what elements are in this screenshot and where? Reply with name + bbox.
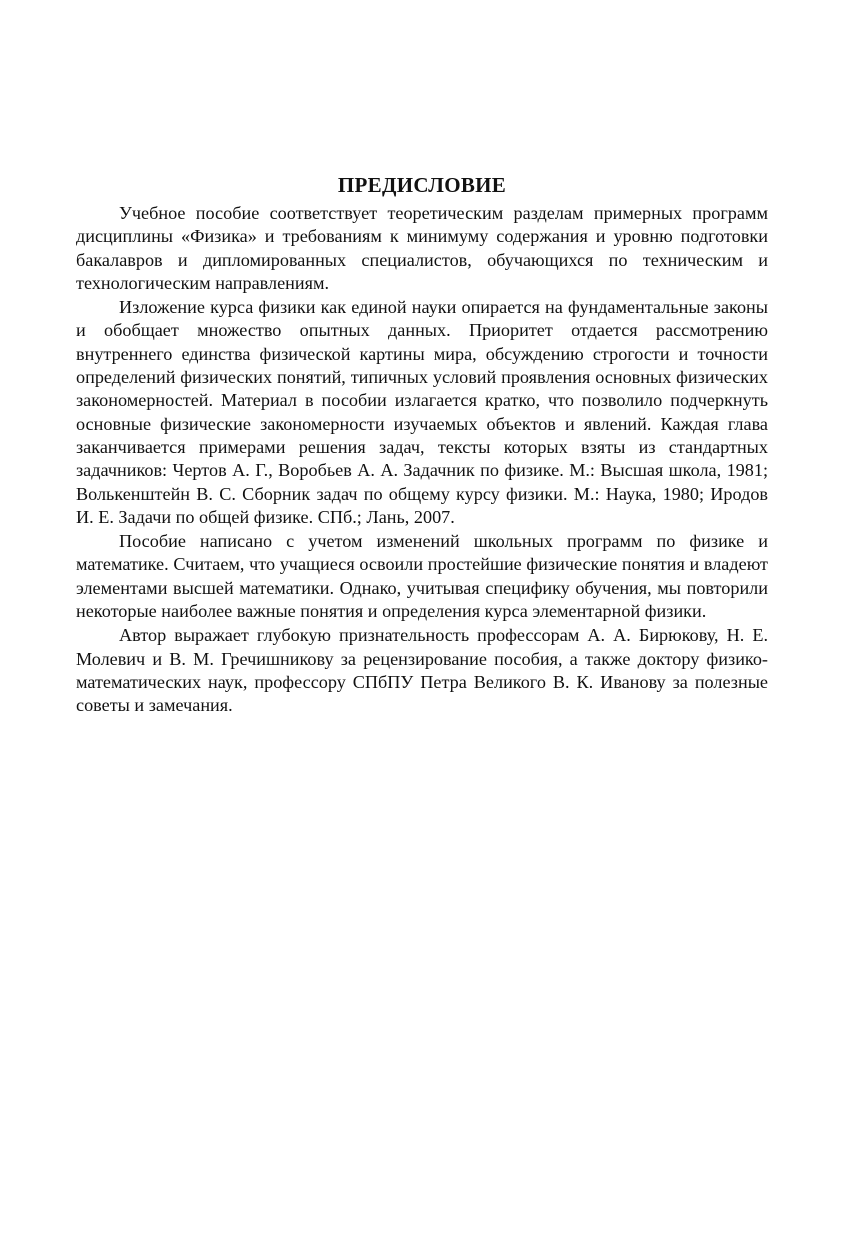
paragraph-acknowledgements: Автор выражает глубокую признательность профессорам А. А. Бирюкову, Н. Е. Молевич и В. М. Гречишникову за рецензирование пособия, а также доктору физико-математических наук, профессору СПбПУ Петра Великого В. К. Иванову за полезные советы и замечания.: [76, 625, 768, 716]
page-title: ПРЕДИСЛОВИЕ: [337, 173, 507, 197]
paragraph-prerequisites: Пособие написано с учетом изменений школьных программ по физике и математике. Считаем, что учащиеся освоили простейшие физические понятия и владеют элементами высшей математики. Однако, учитывая специфику обучения, мы повторили некоторые наиболее важные понятия и определения курса элементарной физики.: [76, 531, 768, 622]
paragraph-course-overview: Изложение курса физики как единой науки опирается на фундаментальные законы и обобщает множество опытных данных. Приоритет отдается рассмотрению внутреннего единства физической картины мира, обсуждению строгости и точности определений физических понятий, типичных условий проявления основных физических закономерностей. Материал в пособии излагается кратко, что позволило подчеркнуть основные физические закономерности изучаемых объектов и явлений. Каждая глава заканчивается примерами решения задач, тексты которых взяты из стандартных задачников: Чертов А. Г., Воробьев А. А. Задачник по физике. М.: Высшая школа, 1981; Волькенштейн В. С. Сборник задач по общему курсу физики. М.: Наука, 1980; Иродов И. Е. Задачи по общей физике. СПб.; Лань, 2007.: [76, 297, 768, 527]
preface-section: [76, 172, 768, 718]
paragraph-purpose: Учебное пособие соответствует теоретическим разделам примерных программ дисциплины «Физика» и требованиям к минимуму содержания и уровню подготовки бакалавров и дипломированных специалистов, обучающихся по техническим и технологическим направлениям.: [76, 203, 768, 293]
